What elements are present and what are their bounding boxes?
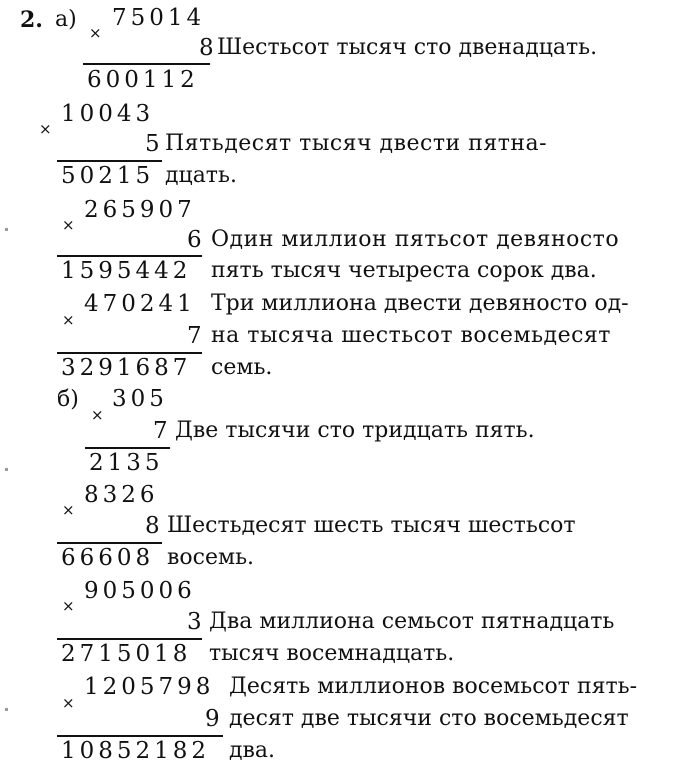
problem-1-product: 600112 (87, 67, 199, 93)
problem-3-product: 1595442 (61, 258, 192, 284)
problem-8-multiply-sign: × (62, 694, 75, 712)
problem-8-multiplier: 9 (205, 706, 224, 732)
problem-8-words-line-1: Десять миллионов восемьсот пять- (229, 674, 638, 699)
problem-7-multiply-sign: × (62, 597, 75, 615)
problem-6-words-line-2: восемь. (167, 545, 255, 570)
problem-1-product-line (83, 63, 210, 65)
problem-5-multiply-sign: × (91, 406, 104, 424)
problem-4-product: 3291687 (61, 355, 192, 381)
problem-8-multiplicand: 1205798 (84, 674, 215, 700)
task-number: 2. (20, 7, 43, 33)
problem-4-words-line-3: семь. (211, 355, 273, 380)
problem-5-product: 2135 (89, 450, 164, 476)
problem-8-words-line-2: десят две тысячи сто восемьдесят (229, 706, 629, 731)
problem-2-words-line-2: дцать. (165, 163, 237, 188)
problem-7-product: 2715018 (61, 641, 192, 667)
part-a-label: а) (55, 7, 77, 32)
problem-3-words-line-1: Один миллион пятьсот девяносто (211, 227, 620, 252)
problem-4-multiply-sign: × (62, 311, 75, 329)
problem-5-multiplicand: 305 (112, 386, 168, 412)
problem-5-multiplier: 7 (153, 418, 172, 444)
problem-4-multiplier: 7 (187, 323, 206, 349)
problem-2-multiplier: 5 (145, 131, 164, 157)
problem-7-multiplier: 3 (187, 609, 206, 635)
problem-6-words-line-1: Шестьдесят шесть тысяч шестьсот (167, 513, 576, 538)
problem-2-multiplicand: 10043 (61, 101, 155, 127)
scan-speck (5, 708, 8, 711)
scan-speck (5, 228, 8, 231)
problem-8-product-line (57, 735, 223, 737)
problem-3-multiplier: 6 (187, 227, 206, 253)
part-b-label: б) (57, 387, 79, 412)
problem-7-words-line-2: тысяч восемнадцать. (209, 641, 455, 666)
problem-6-multiplicand: 8326 (84, 482, 159, 508)
problem-2-multiply-sign: × (39, 120, 52, 138)
problem-5-words-line-1: Две тысячи сто тридцать пять. (175, 418, 535, 443)
scan-speck (5, 468, 8, 471)
problem-1-multiplicand: 75014 (112, 5, 206, 31)
problem-1-multiplier: 8 (199, 35, 218, 61)
problem-7-words-line-1: Два миллиона семьсот пятнадцать (209, 609, 615, 634)
problem-3-words-line-2: пять тысяч четыреста сорок два. (211, 258, 597, 283)
problem-4-multiplicand: 470241 (84, 291, 196, 317)
problem-3-multiply-sign: × (62, 216, 75, 234)
problem-4-words-line-1: Три миллиона двести девяносто од- (211, 291, 629, 316)
problem-8-words-line-3: два. (229, 738, 276, 763)
problem-1-words-line-1: Шестьсот тысяч сто двенадцать. (217, 35, 598, 60)
problem-6-multiply-sign: × (62, 501, 75, 519)
problem-2-product: 50215 (61, 163, 155, 189)
problem-8-product: 10852182 (61, 738, 211, 764)
problem-4-words-line-2: на тысяча шестьсот восемьдесят (211, 323, 611, 348)
problem-6-product: 66608 (61, 545, 155, 571)
problem-7-product-line (57, 638, 202, 640)
problem-3-product-line (57, 255, 202, 257)
problem-2-product-line (57, 160, 162, 162)
problem-5-product-line (85, 447, 170, 449)
problem-7-multiplicand: 905006 (84, 578, 196, 604)
problem-1-multiply-sign: × (89, 24, 102, 42)
problem-6-product-line (57, 542, 162, 544)
problem-4-product-line (57, 352, 202, 354)
problem-3-multiplicand: 265907 (84, 197, 196, 223)
problem-2-words-line-1: Пятьдесят тысяч двести пятна- (165, 131, 548, 156)
problem-6-multiplier: 8 (145, 513, 164, 539)
